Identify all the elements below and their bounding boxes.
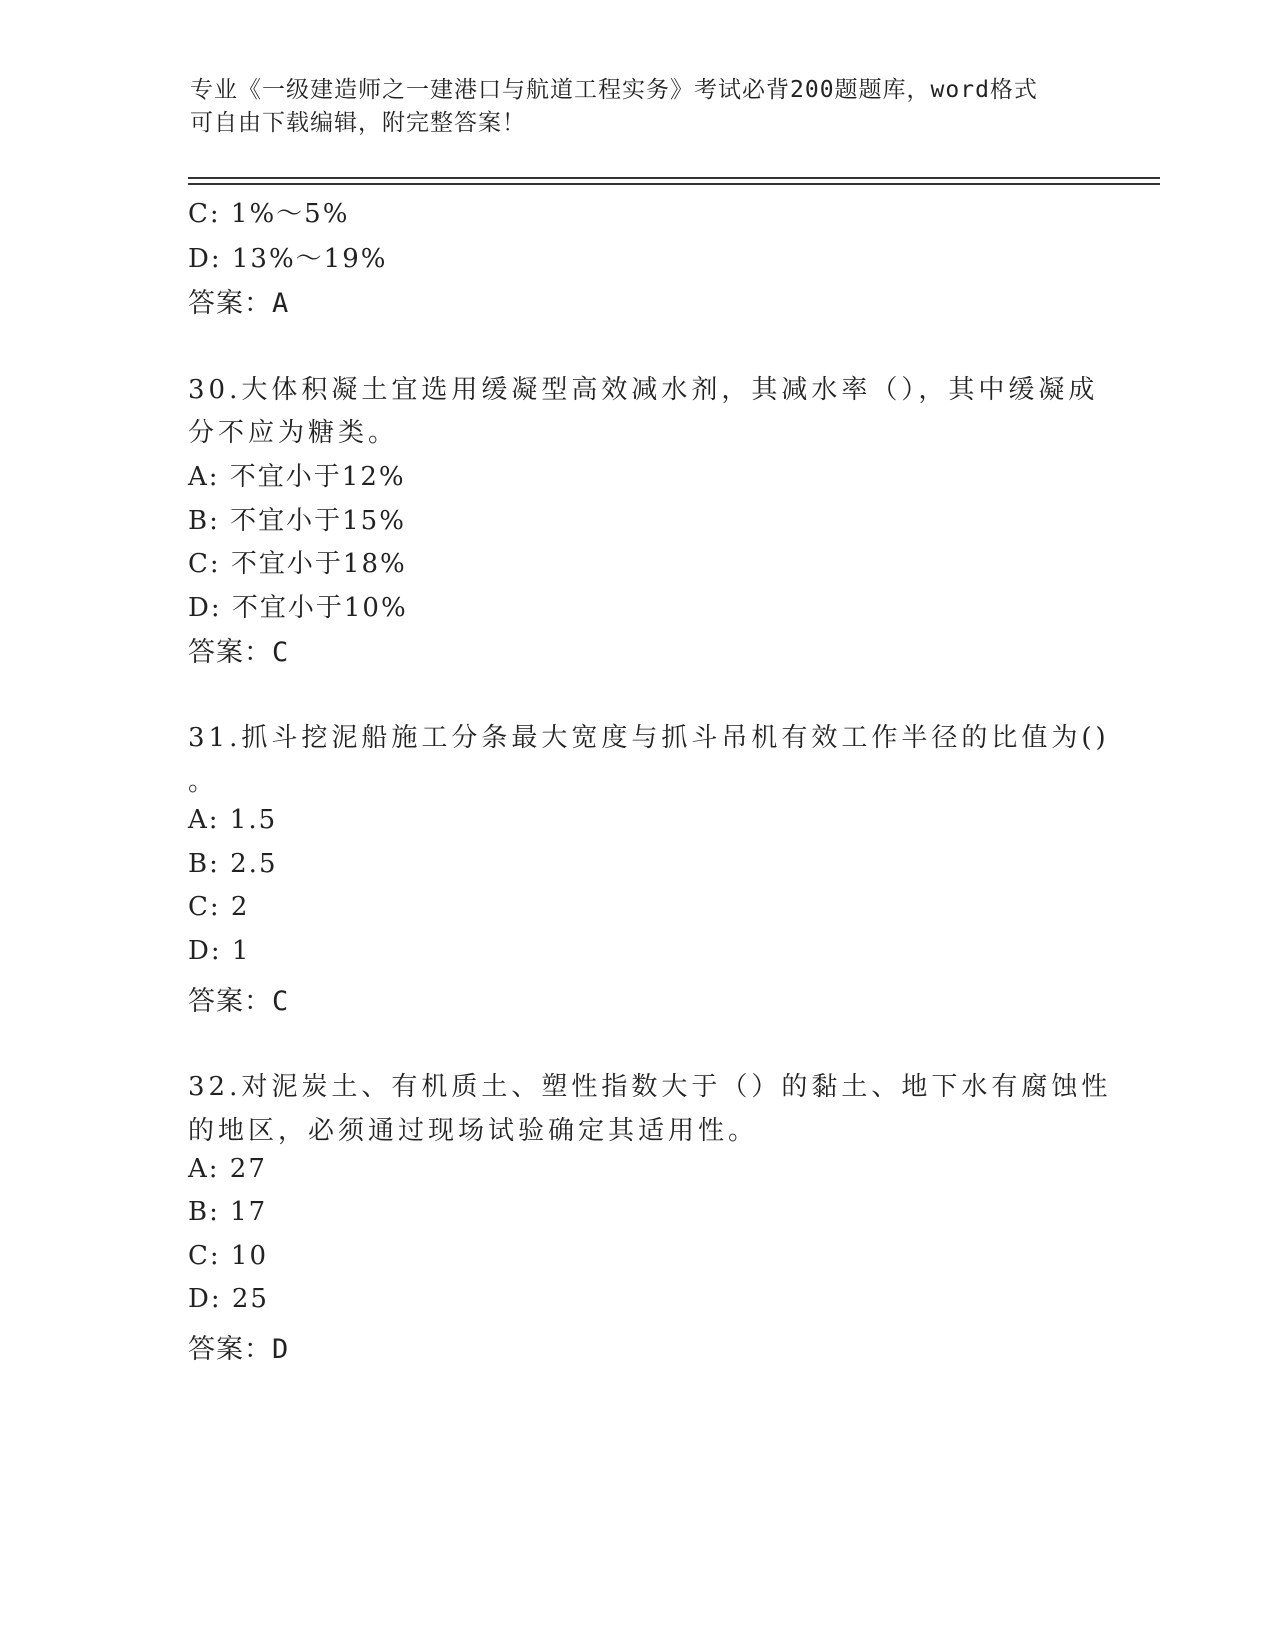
q30-option-c: C: 不宜小于18%: [188, 549, 407, 579]
header-divider-top: [188, 177, 1160, 179]
header-line-2: 可自由下载编辑，附完整答案！: [190, 110, 526, 136]
answer-value: C: [272, 637, 290, 668]
q30-option-b: B: 不宜小于15%: [188, 506, 406, 536]
q32-option-d: D: 25: [188, 1284, 269, 1314]
answer-label: 答案：: [188, 1334, 272, 1365]
q32-text-line-1: 32.对泥炭土、有机质土、塑性指数大于（）的黏土、地下水有腐蚀性: [188, 1072, 1112, 1102]
q30-text-line-2: 分不应为糖类。: [188, 418, 399, 448]
q32-option-c: C: 10: [188, 1241, 269, 1271]
document-header: [190, 74, 1070, 140]
q29-answer: [188, 281, 1088, 320]
answer-label: 答案：: [188, 288, 272, 319]
q32-text-line-2: 的地区，必须通过现场试验确定其适用性。: [188, 1116, 759, 1146]
q30-text-line-1: 30.大体积凝土宜选用缓凝型高效减水剂，其减水率（），其中缓凝成: [188, 375, 1099, 405]
q31-text-line-2: 。: [188, 767, 219, 797]
q31-answer: [188, 979, 1088, 1018]
header-line-1: 专业《一级建造师之一建港口与航道工程实务》考试必背200题题库，word格式: [190, 77, 1038, 103]
answer-value: D: [272, 1334, 290, 1365]
answer-value: A: [272, 288, 290, 319]
q29-option-c: C: 1%～5%: [188, 199, 350, 229]
q31-option-b: B: 2.5: [188, 849, 278, 879]
q32-option-a: A: 27: [188, 1154, 267, 1184]
q31-option-a: A: 1.5: [188, 805, 278, 835]
q30-answer: [188, 630, 1088, 669]
answer-value: C: [272, 986, 290, 1017]
q32-option-b: B: 17: [188, 1197, 268, 1227]
q30-option-d: D: 不宜小于10%: [188, 593, 408, 623]
answer-label: 答案：: [188, 986, 272, 1017]
q32-answer: [188, 1327, 1088, 1366]
answer-label: 答案：: [188, 637, 272, 668]
q31-text-line-1: 31.抓斗挖泥船施工分条最大宽度与抓斗吊机有效工作半径的比值为(): [188, 723, 1110, 753]
header-divider-bottom: [188, 183, 1160, 185]
q29-option-d: D: 13%～19%: [188, 244, 388, 274]
q30-option-a: A: 不宜小于12%: [188, 462, 406, 492]
q31-option-c: C: 2: [188, 892, 250, 922]
q31-option-d: D: 1: [188, 936, 251, 966]
